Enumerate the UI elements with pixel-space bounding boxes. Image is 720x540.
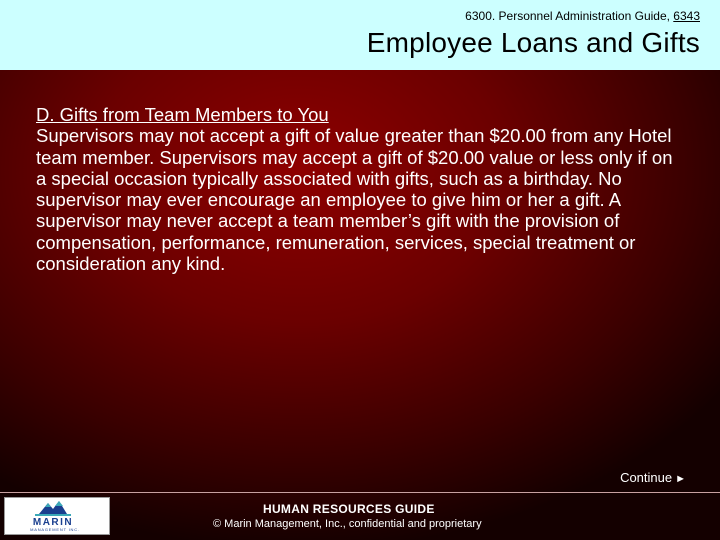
footer-divider <box>0 492 720 493</box>
footer-copyright: © Marin Management, Inc., confidential and proprietary <box>213 518 482 530</box>
marin-logo <box>4 497 110 535</box>
mountain-logo-icon <box>5 498 109 534</box>
logo-text: MARIN <box>32 517 74 528</box>
body-paragraph: Supervisors may not accept a gift of value greater than $20.00 from any Hotel team member. Supervisors may accept a gift of $20.00 value or less only if on a special occasion typically associated with gifts, such as a birthday. No supervisor may ever encourage an employee to give him or her a gift. A supervisor may never accept a team member’s gift with the provision of compensation, performance, remuneration, services, special treatment or consideration any kind. <box>36 125 673 275</box>
header-bar <box>0 0 720 70</box>
triangle-right-icon: ► <box>675 473 686 485</box>
main-content <box>36 104 686 274</box>
guide-reference-text: 6300. Personnel Administration Guide, <box>465 9 674 23</box>
continue-button[interactable] <box>620 470 686 485</box>
guide-reference-link[interactable]: 6343 <box>673 9 700 23</box>
page-title: Employee Loans and Gifts <box>366 27 700 58</box>
continue-label: Continue <box>620 470 673 485</box>
logo-subtext: MANAGEMENT INC. <box>30 527 80 532</box>
footer-guide-title: HUMAN RESOURCES GUIDE <box>263 502 435 516</box>
guide-reference <box>465 9 700 23</box>
section-heading: D. Gifts from Team Members to You <box>36 104 329 125</box>
